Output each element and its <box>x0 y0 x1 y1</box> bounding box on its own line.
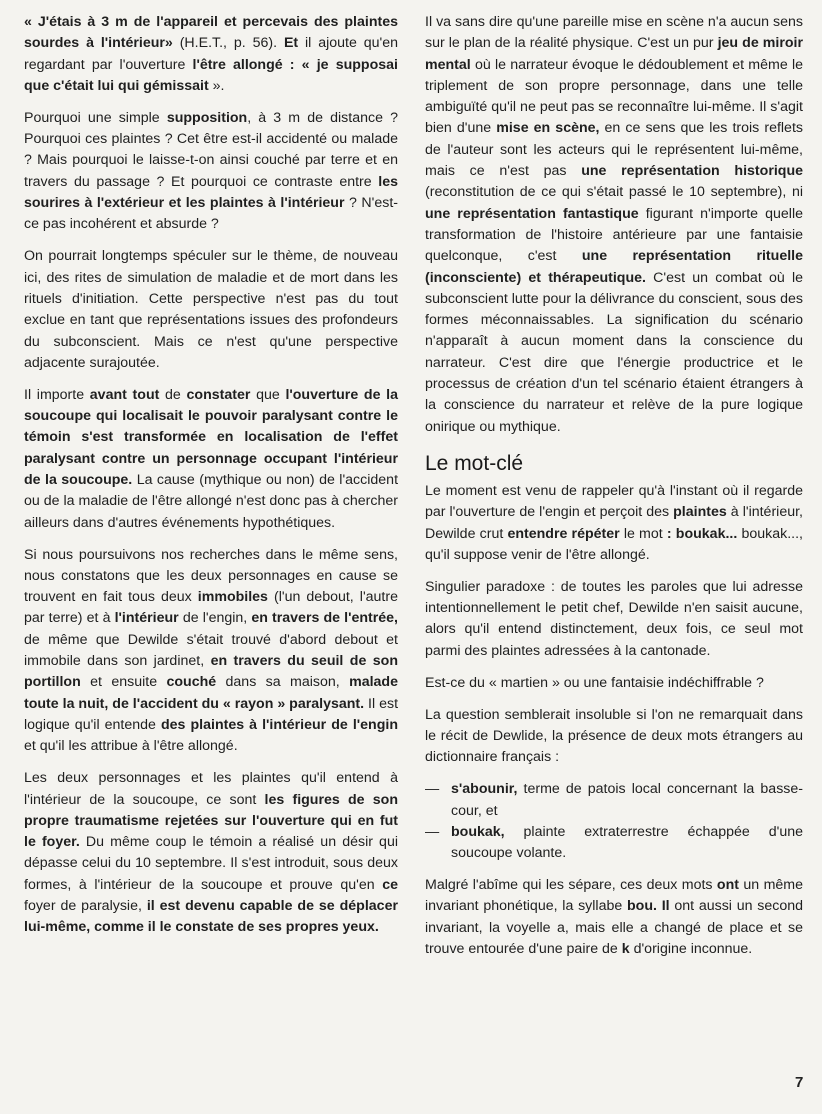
dash-marker: — <box>425 781 440 798</box>
bold-text-run: il est devenu capable de se déplacer lui-même, comme il le constate de ses propres yeux. <box>24 898 398 936</box>
bold-text-run: l'intérieur <box>114 610 179 627</box>
text-run: Il est logique qu'il entende <box>24 695 399 733</box>
text-run: d'origine inconnue. <box>629 941 753 958</box>
text-run: ? N'est-ce pas incohérent et absurde ? <box>24 195 398 233</box>
text-run: il ajoute qu'en regardant par l'ouverture <box>24 35 399 73</box>
bold-text-run: s'abounir, <box>451 781 518 798</box>
bold-text-run: jeu de miroir mental <box>425 35 803 73</box>
paragraph <box>24 108 398 236</box>
text-run: Le moment est venu de rappeler qu'à l'instant où il regarde par l'ouverture de l'engin et perçoit des <box>425 482 803 521</box>
text-run: Les deux personnages et les plaintes qu'il entend à l'intérieur de la soucoupe, ce sont <box>24 770 398 808</box>
bold-text-run: supposition <box>166 109 248 126</box>
bold-text-run: entendre répéter <box>507 525 620 542</box>
text-run: C'est un combat où le subconscient lutte pour la délivrance du conscient, sous des formes méconnaissables. La signification du scénario n'apparaît à aucun moment dans la conscience du narrateur. C'est dire que l'énergie productrice et le processus de création d'un tel scénario étaient étrangers à la conscience du narrateur et relève de la pure logique onirique ou mythique. <box>425 269 803 435</box>
text-run: et ensuite <box>80 674 167 691</box>
paragraph <box>24 385 398 534</box>
text-run: dans sa maison, <box>216 674 350 691</box>
left-column <box>24 12 398 949</box>
bold-text-run: malade toute la nuit, de l'accident du « rayon » paralysant. <box>24 674 398 712</box>
bold-text-run: plaintes <box>673 504 727 521</box>
text-run: de <box>159 386 187 403</box>
right-column <box>425 12 803 971</box>
bold-text-run: ce <box>382 876 398 893</box>
bold-text-run: boukak, <box>451 823 505 840</box>
dash-list-item <box>425 779 803 822</box>
text-run: où le narrateur évoque le dédoublement et même le triplement de son propre personnage, dans une telle ambiguïté qu'il ne peut pas se reconnaître lui-même. Il s'agit bien d'une <box>425 56 803 137</box>
bold-text-run: en travers de l'entrée, <box>251 610 398 627</box>
bold-text-run: l'ouverture de la soucoupe qui localisait le pouvoir paralysant contre le témoin s'est transformée en localisation de l'effet paralysant contre un personnage occupant l'intérieur de la soucoupe. <box>24 386 398 488</box>
text-run: Singulier paradoxe : de toutes les paroles que lui adresse intentionnellement le petit chef, Dewilde n'en saisit aucune, alors qu'il entend distinctement, deux fois, ce seul mot parmi des plaintes adressées à la cantonade. <box>425 578 803 659</box>
dash-item-text <box>451 822 803 865</box>
bold-text-run: « J'étais à 3 m de l'appareil et percevais des plaintes sourdes à l'intérieur» <box>24 14 398 52</box>
bold-text-run: une représentation fantastique <box>425 205 639 222</box>
dash-item-text <box>451 779 803 822</box>
paragraph <box>24 545 398 758</box>
text-run: (l'un debout, l'autre par terre) et à <box>24 589 398 627</box>
text-run: Il importe <box>24 386 90 403</box>
paragraph <box>425 481 803 566</box>
dash-marker: — <box>425 823 440 840</box>
paragraph <box>425 673 803 694</box>
text-run: et qu'il les attribue à l'être allongé. <box>24 738 238 755</box>
paragraph <box>425 577 803 662</box>
text-run: ont aussi un second invariant, la voyelle a, mais elle a changé de place et se trouve entourée d'une paire de <box>425 898 803 958</box>
text-run: boukak..., qu'il suppose venir de l'être allongé. <box>425 525 803 563</box>
bold-text-run: bou. <box>627 898 657 915</box>
text-run: Du même coup le témoin a réalisé un désir qui dépasse celui du 10 septembre. Il s'est introduit, sous deux formes, à l'intérieur de la soucoupe et prouve qu'en <box>24 834 398 893</box>
text-run: Est-ce du « martien » ou une fantaisie indéchiffrable ? <box>425 674 764 691</box>
bold-text-run: Et <box>283 35 299 52</box>
text-run: plainte extraterrestre échappée d'une soucoupe volante. <box>451 823 803 862</box>
text-run: en ce sens que les trois reflets de l'auteur sont les acteurs qui le représentent lui-même, mais ce n'est pas <box>425 120 803 180</box>
text-run: que <box>250 386 286 403</box>
paragraph <box>24 12 398 97</box>
paragraph <box>425 12 803 438</box>
dash-list-item <box>425 822 803 865</box>
text-run: Pourquoi une simple <box>24 109 167 126</box>
paragraph <box>425 875 803 960</box>
text-run: , à 3 m de distance ? Pourquoi ces plaintes ? Cet être est-il accidenté ou malade ? Mais pourquoi le laisse-t-on ainsi couché par terre et en travers du passage ? Et pourquoi ce contraste entre <box>24 109 398 190</box>
text-run: foyer de paralysie, <box>24 898 147 915</box>
text-run: (H.E.T., p. 56). <box>172 35 284 52</box>
bold-text-run: les figures de son propre traumatisme rejetées sur l'ouverture qui en fut le foyer. <box>24 791 398 851</box>
text-run: La question semblerait insoluble si l'on ne remarquait dans le récit de Dewlide, la présence de deux mots étrangers au dictionnaire français : <box>425 706 803 766</box>
text-run: de même que Dewilde s'était trouvé d'abord debout et immobile dans son jardinet, <box>24 631 398 670</box>
bold-text-run: une représentation historique <box>581 163 804 180</box>
text-run: La cause (mythique ou non) de l'accident ou de la maladie de l'être allongé n'est donc pas à chercher ailleurs dans d'autres événements hypothétiques. <box>24 472 399 531</box>
text-run: Il va sans dire qu'une pareille mise en scène n'a aucun sens sur le plan de la réalité physique. C'est un pur <box>425 14 803 52</box>
bold-text-run: immobiles <box>197 589 268 606</box>
text-run: ». <box>208 77 225 94</box>
bold-text-run: : boukak... <box>666 525 738 542</box>
bold-text-run: une représentation rituelle (inconsciente) et thérapeutique. <box>425 248 803 286</box>
bold-text-run: les sourires à l'extérieur et les plaintes à l'intérieur <box>24 173 398 212</box>
text-run: terme de patois local concernant la basse-cour, et <box>451 781 803 819</box>
bold-text-run: ont <box>716 877 739 894</box>
bold-text-run: k <box>621 941 630 958</box>
bold-text-run: constater <box>186 386 251 403</box>
bold-text-run: avant tout <box>89 386 160 403</box>
bold-text-run: mise en scène, <box>496 120 600 137</box>
bold-text-run: l'être allongé : « je supposai que c'était lui qui gémissait <box>24 56 398 94</box>
bold-text-run: des plaintes à l'intérieur de l'engin <box>161 716 398 733</box>
paragraph <box>24 246 398 374</box>
text-run: le mot <box>619 525 667 542</box>
text-run: de l'engin, <box>178 610 252 627</box>
text-run: à l'intérieur, Dewilde crut <box>425 504 803 542</box>
text-run: Si nous poursuivons nos recherches dans le même sens, nous constatons que les deux personnages en cause se trouvent en fait tous deux <box>24 546 398 606</box>
text-run: On pourrait longtemps spéculer sur le thème, de nouveau ici, des rites de simulation de maladie et de mort dans les rituels d'initiation. Cette perspective n'est pas du tout exclue en tant que représentations issues des profondeurs du subconscient. Mais ce n'est qu'une perspective adjacente surajoutée. <box>24 248 398 371</box>
text-run: (reconstitution de ce qui s'était passé le 10 septembre), ni <box>425 184 803 201</box>
paragraph <box>24 768 398 938</box>
text-run: Malgré l'abîme qui les sépare, ces deux mots <box>425 877 717 894</box>
text-run: un même invariant phonétique, la syllabe <box>425 877 804 915</box>
bold-text-run: Il <box>656 898 670 915</box>
section-heading: Le mot-clé <box>425 451 524 475</box>
bold-text-run: couché <box>166 674 217 691</box>
bold-text-run: en travers du seuil de son portillon <box>24 653 398 691</box>
page-number: 7 <box>795 1074 804 1091</box>
paragraph <box>425 705 803 769</box>
text-run: figurant n'importe quelle transformation de l'histoire antérieure par une fantaisie quelconque, c'est <box>425 205 804 265</box>
